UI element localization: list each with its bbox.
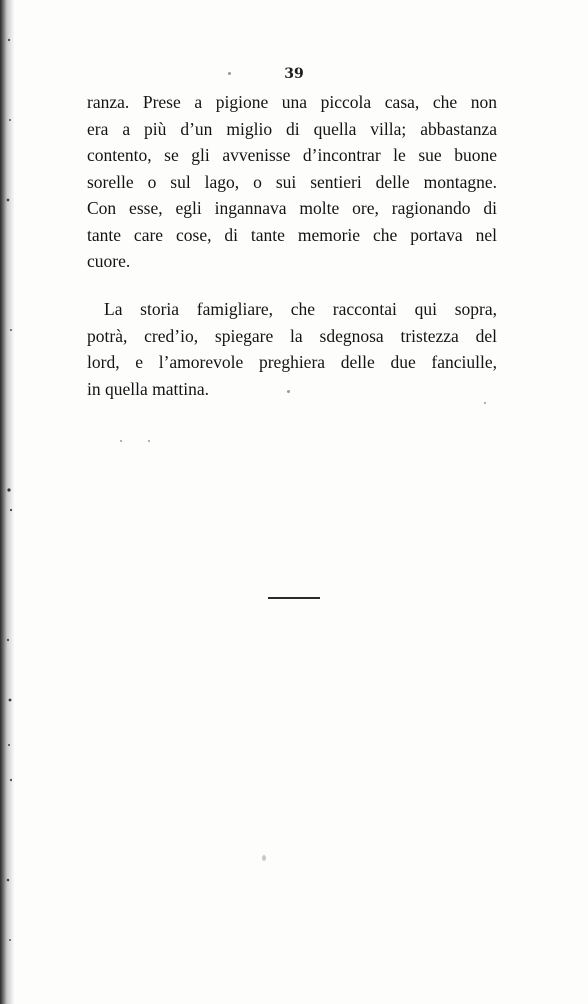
text-line: La storia famigliare, che raccontai qui sopra,: [104, 299, 497, 319]
text-line: Con esse, egli ingannava molte ore, ragionando di: [87, 198, 497, 218]
text-line: in quella mattina.: [87, 378, 209, 399]
text-line: potrà, cred’io, spiegare la sdegnosa tristezza del: [87, 325, 497, 346]
text-line: lord, e l’amorevole preghiera delle due fanciulle,: [87, 352, 497, 372]
text-line: tante care cose, di tante memorie che portava nel: [87, 224, 497, 245]
paper-speck: [228, 72, 231, 75]
paragraph-2: [87, 296, 497, 402]
text-line: sorelle o sul lago, o sui sentieri delle montagne.: [87, 171, 497, 192]
paper-speck: [120, 440, 122, 442]
paper-speck: [287, 390, 290, 393]
page-number: 39: [284, 66, 304, 82]
text-line: contento, se gli avvenisse d’incontrar le sue buone: [87, 145, 497, 165]
paragraph-1: [87, 89, 497, 275]
text-line: ranza. Prese a pigione una piccola casa, che non: [87, 92, 497, 112]
chapter-end-rule: [268, 597, 320, 599]
paper-speck: [484, 402, 486, 404]
binding-specks: [2, 0, 12, 1004]
paper-speck: [262, 855, 266, 861]
text-line: cuore.: [87, 251, 131, 271]
paper-speck: [148, 440, 150, 442]
text-line: era a più d’un miglio di quella villa; abbastanza: [87, 118, 497, 139]
